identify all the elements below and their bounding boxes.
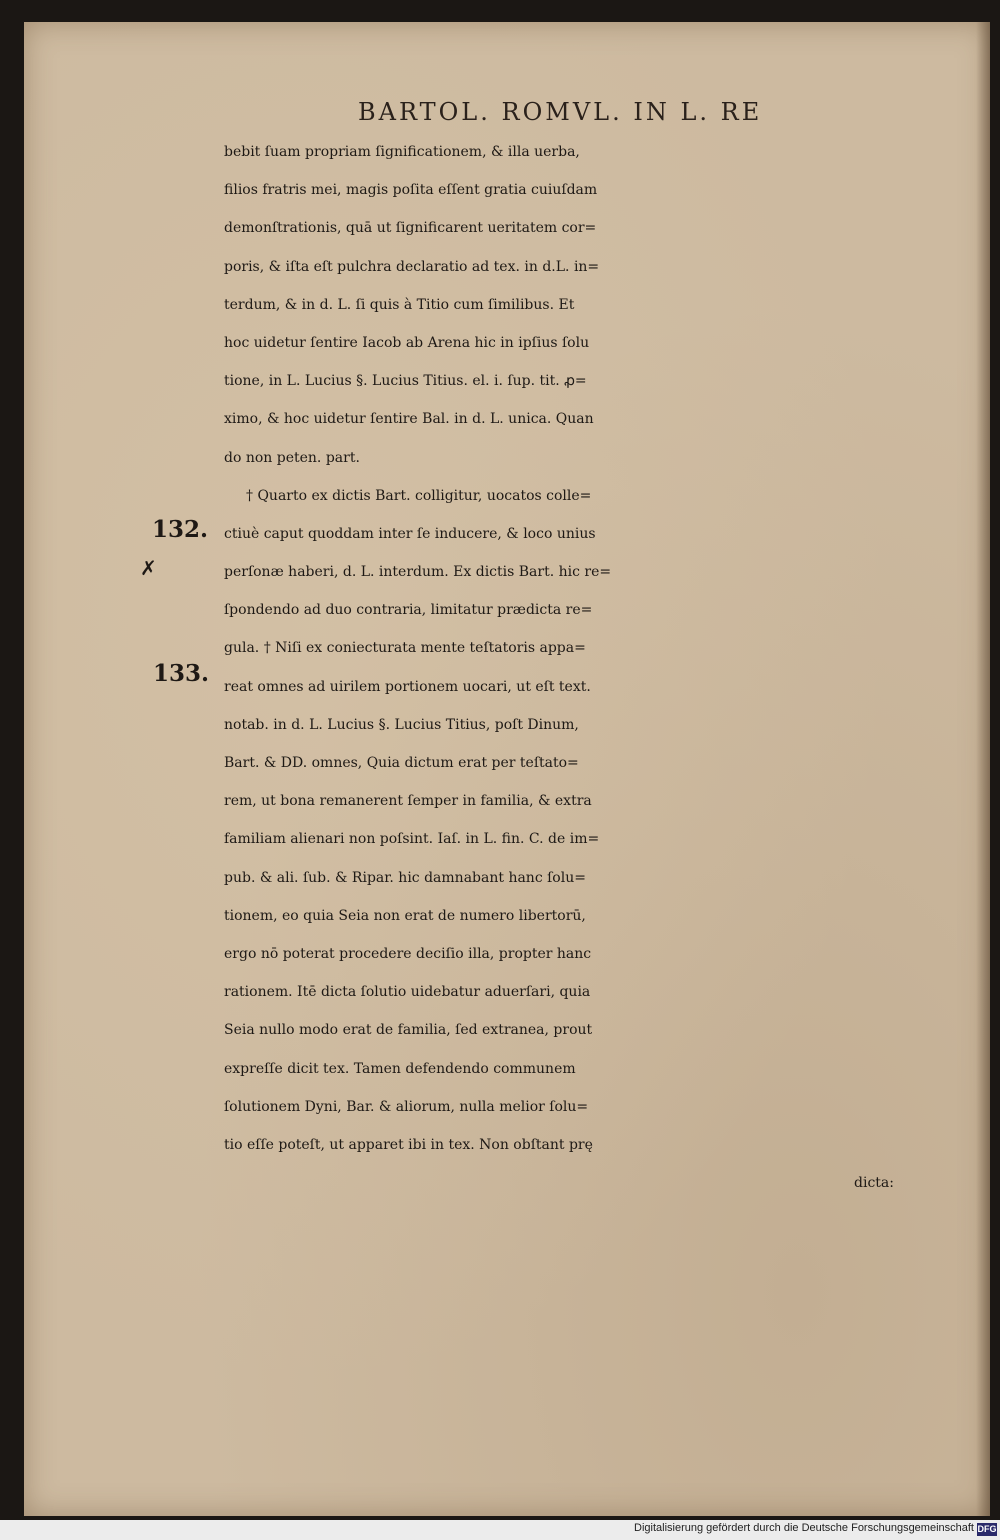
- text-line: tio eſſe poteſt, ut apparet ibi in tex. Non obſtant prę: [224, 1136, 593, 1153]
- text-line: reat omnes ad uirilem portionem uocari, ut eſt text.: [224, 678, 591, 695]
- text-line: gula. † Niſi ex coniecturata mente teſtatoris appa=: [224, 640, 586, 657]
- text-line: perſonæ haberi, d. L. interdum. Ex dictis Bart. hic re=: [224, 564, 612, 581]
- text-line: tionem, eo quia Seia non erat de numero libertorū,: [224, 907, 586, 924]
- text-line: ergo nō poterat procedere deciſio illa, propter hanc: [224, 945, 592, 962]
- text-line: poris, & iſta eſt pulchra declaratio ad tex. in d.L. in=: [224, 258, 600, 275]
- text-line: ximo, & hoc uidetur ſentire Bal. in d. L. unica. Quan: [224, 411, 594, 428]
- text-line: ctiuè caput quoddam inter ſe inducere, & loco unius: [224, 525, 596, 542]
- text-line: pub. & ali. ſub. & Ripar. hic damnabant hanc ſolu=: [224, 869, 586, 886]
- text-line: familiam alienari non poſsint. Iaſ. in L. fin. C. de im=: [224, 831, 600, 848]
- margin-note-132: 132.: [152, 516, 209, 543]
- text-line: expreſſe dicit tex. Tamen defendendo communem: [224, 1060, 576, 1077]
- footer-credit: Digitalisierung gefördert durch die Deutsche Forschungsgemeinschaft: [634, 1522, 974, 1534]
- text-line: terdum, & in d. L. ſi quis à Titio cum ſimilibus. Et: [224, 296, 575, 313]
- text-line: ſpondendo ad duo contraria, limitatur prædicta re=: [224, 602, 593, 619]
- text-line: Seia nullo modo erat de familia, ſed extranea, prout: [224, 1022, 593, 1039]
- running-head: BARTOL. ROMVL. IN L. RE: [358, 98, 763, 126]
- text-line: do non peten. part.: [224, 449, 360, 466]
- body-text: [224, 133, 964, 1202]
- footer-bar: [0, 1520, 1000, 1540]
- text-line: rem, ut bona remanerent ſemper in familia, & extra: [224, 793, 592, 810]
- text-line: filios fratris mei, magis poſita eſſent gratia cuiuſdam: [224, 182, 598, 199]
- text-line: tione, in L. Lucius §. Lucius Titius. el. i. ſup. tit. ꝓ=: [224, 373, 587, 390]
- catchword: dicta:: [854, 1175, 894, 1192]
- dfg-logo-icon: DFG: [977, 1524, 997, 1534]
- text-line: demonſtrationis, quā ut ſignificarent ueritatem cor=: [224, 220, 597, 237]
- page-edge-shadow: [976, 22, 990, 1516]
- text-line: rationem. Itē dicta ſolutio uidebatur aduerſari, quia: [224, 984, 591, 1001]
- text-line: † Quarto ex dictis Bart. colligitur, uocatos colle=: [246, 487, 592, 504]
- margin-mark: ✗: [140, 556, 157, 580]
- text-line: Bart. & DD. omnes, Quia dictum erat per teſtato=: [224, 755, 579, 771]
- margin-note-133: 133.: [153, 660, 210, 687]
- text-line: ſolutionem Dyni, Bar. & aliorum, nulla melior ſolu=: [224, 1098, 589, 1115]
- text-line: hoc uidetur ſentire Iacob ab Arena hic in ipſius ſolu: [224, 334, 590, 351]
- text-line: notab. in d. L. Lucius §. Lucius Titius, poſt Dinum,: [224, 716, 579, 733]
- text-line: bebit ſuam propriam ſignificationem, & illa uerba,: [224, 144, 580, 160]
